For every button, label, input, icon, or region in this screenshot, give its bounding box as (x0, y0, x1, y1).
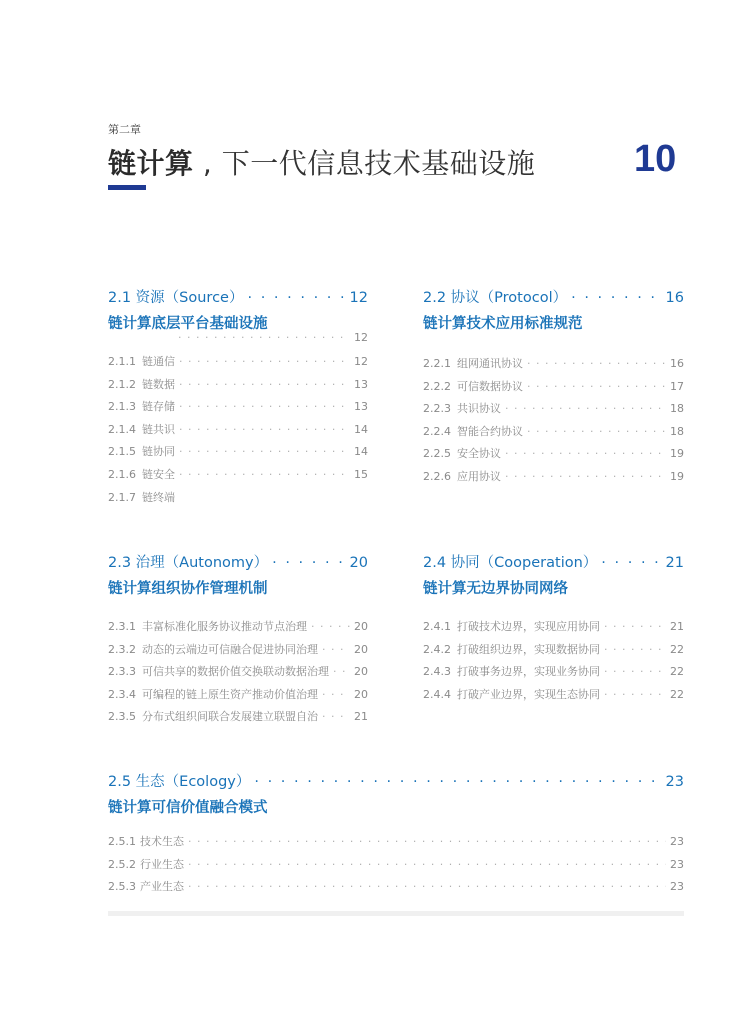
section-heading[interactable] (108, 551, 368, 572)
toc-entry[interactable]: 2.1.3 链存储 · · · 13 (108, 396, 368, 419)
section-title: 2.4 协同（Cooperation） (423, 555, 598, 571)
toc-section-2-1 (108, 286, 368, 509)
toc-entry[interactable]: 2.1.1 链通信 · · · 12 (108, 351, 368, 374)
toc-entry[interactable]: 2.2.6 应用协议 · · · 19 (423, 466, 684, 489)
toc-entry[interactable]: 2.3.4 可编程的链上原生资产推动价值治理 · · · 20 (108, 684, 368, 707)
toc-entry[interactable]: 2.3.3 可信共享的数据价值交换联动数据治理 · · · 20 (108, 661, 368, 684)
toc-section-2-4 (423, 551, 684, 706)
toc-section-2-2 (423, 286, 684, 489)
toc-entry[interactable]: 2.3.1 丰富标准化服务协议推动节点治理 · · · 20 (108, 616, 368, 639)
toc-entry[interactable]: 2.1.2 链数据 · · · 13 (108, 374, 368, 397)
section-heading[interactable] (423, 551, 684, 572)
section-page: 20 (349, 555, 368, 571)
section-subtitle: 链计算组织协作管理机制 (108, 581, 268, 597)
section-title: 2.2 协议（Protocol） (423, 290, 568, 306)
toc-entry[interactable]: 2.4.4 打破产业边界，实现生态协同 · · · 22 (423, 684, 684, 707)
section-subtitle: 链计算底层平台基础设施 (108, 316, 268, 332)
section-page: 23 (665, 774, 684, 790)
toc-entry[interactable]: 2.2.5 安全协议 · · · 19 (423, 443, 684, 466)
toc-entry[interactable]: 2.5.2 行业生态 · · · 23 (108, 854, 684, 877)
section-heading[interactable] (108, 770, 684, 791)
toc-section-2-5 (108, 770, 684, 899)
section-subtitle: 链计算技术应用标准规范 (423, 316, 583, 332)
toc-entry[interactable]: 2.4.2 打破组织边界，实现数据协同 · · · 22 (423, 639, 684, 662)
toc-entry[interactable]: 2.1.5 链协同 · · · 14 (108, 441, 368, 464)
leader-dots (272, 555, 345, 571)
section-heading[interactable] (108, 286, 368, 307)
toc-entry[interactable]: 2.5.3 产业生态 · · · 23 (108, 876, 684, 899)
toc-entry[interactable]: 2.2.2 可信数据协议 · · · 17 (423, 376, 684, 399)
toc-entry[interactable]: 2.5.1 技术生态 · · · 23 (108, 831, 684, 854)
toc-entry[interactable]: 2.3.5 分布式组织间联合发展建立联盟自治 · · · 21 (108, 706, 368, 729)
chapter-title-bold: 链计算 (108, 147, 194, 180)
toc-entry[interactable]: 2.2.1 组网通讯协议 · · · 16 (423, 353, 684, 376)
section-title: 2.5 生态（Ecology） (108, 774, 251, 790)
section-subtitle: 链计算可信价值融合模式 (108, 800, 268, 816)
subtitle-leader (108, 331, 368, 345)
chapter-underline (108, 185, 146, 190)
section-heading[interactable] (423, 286, 684, 307)
chapter-title (108, 142, 535, 182)
subtitle-page: 12 (354, 331, 368, 344)
toc-entry[interactable]: 2.1.7 链终端 (108, 490, 175, 504)
chapter-label: 第二章 (108, 123, 141, 136)
toc-section-2-3 (108, 551, 368, 729)
toc-entry[interactable]: 2.3.2 动态的云端边可信融合促进协同治理 · · · 20 (108, 639, 368, 662)
section-page: 21 (665, 555, 684, 571)
toc-entry[interactable]: 2.1.4 链共识 · · · 14 (108, 419, 368, 442)
toc-entry[interactable]: 2.4.3 打破事务边界，实现业务协同 · · · 22 (423, 661, 684, 684)
toc-entry[interactable]: 2.1.6 链安全 · · · 15 (108, 464, 368, 487)
toc-entry[interactable]: 2.4.1 打破技术边界，实现应用协同 · · · 21 (423, 616, 684, 639)
leader-dots (571, 290, 661, 306)
section-subtitle: 链计算无边界协同网络 (423, 581, 568, 597)
chapter-title-rest: , 下一代信息技术基础设施 (193, 147, 536, 180)
leader-dots (254, 774, 661, 790)
section-title: 2.3 治理（Autonomy） (108, 555, 269, 571)
page-number: 10 (634, 138, 677, 180)
leader-dots (601, 555, 661, 571)
section-page: 12 (349, 290, 368, 306)
toc-entry[interactable]: 2.2.4 智能合约协议 · · · 18 (423, 421, 684, 444)
leader-dots (247, 290, 345, 306)
toc-entry[interactable]: 2.2.3 共识协议 · · · 18 (423, 398, 684, 421)
section-title: 2.1 资源（Source） (108, 290, 244, 306)
footer-divider (108, 911, 684, 916)
section-page: 16 (665, 290, 684, 306)
